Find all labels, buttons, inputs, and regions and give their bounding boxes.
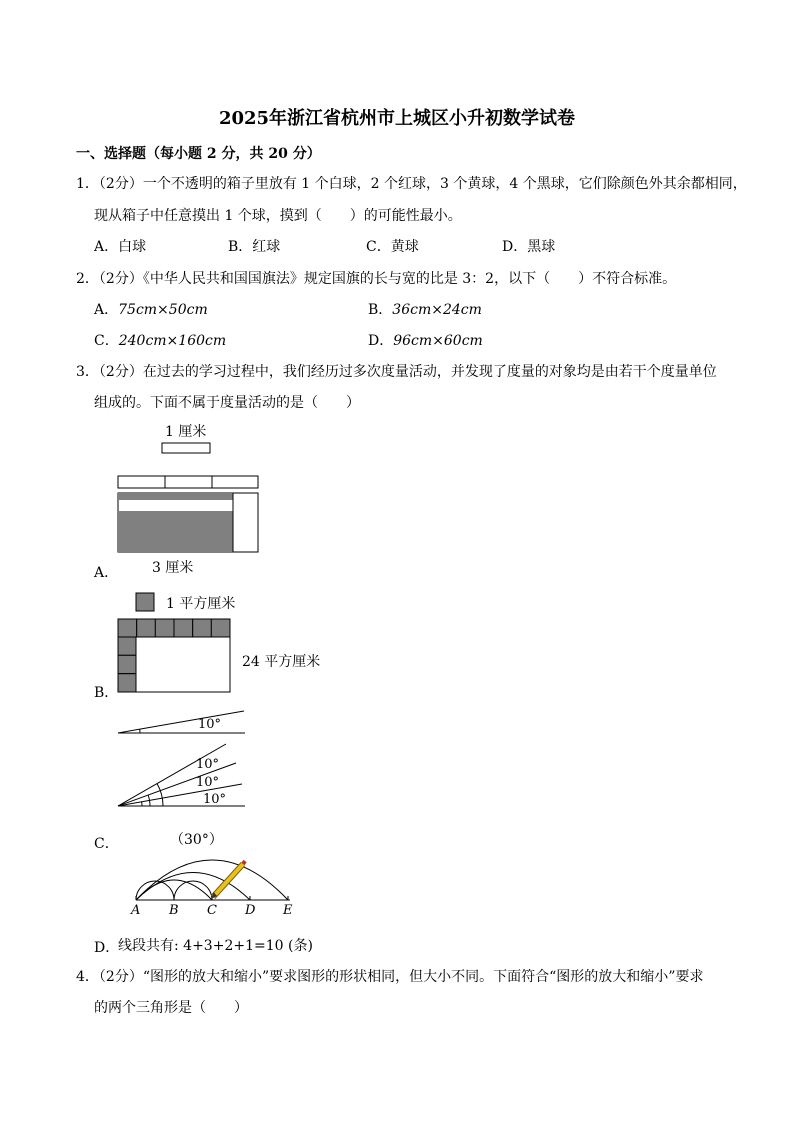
top-squares [118,619,230,637]
fig-a-unit-label: 1 厘米 [165,424,207,440]
section-heading: 一、选择题（每小题 2 分，共 20 分） [76,146,321,162]
q2-option-d: D．96cm×60cm [368,333,483,349]
q1-option-d: D．黑球 [502,239,556,255]
fig-a-option-label: A． [94,565,119,581]
arc-ab [136,881,174,900]
q2-line1: 2．（2分）《中华人民共和国国旗法》规定国旗的长与宽的比是 3：2，以下（ ）不符合标准。 [76,271,677,287]
arc-outer [157,784,163,807]
unit-square [136,593,154,611]
shade-body [118,511,233,552]
q1-line2: 现从箱子中任意摸出 1 个球，摸到（ ）的可能性最小。 [94,208,462,224]
angle-ray [118,711,244,733]
fig-a-length-label: 3 厘米 [152,560,194,576]
three-cm-strip [118,476,258,488]
fig-d-caption: 线段共有: 4+3+2+1=10 (条) [118,938,313,954]
fig-b-area-label: 24 平方厘米 [242,654,321,670]
fig-d-option-label: D． [94,940,120,956]
fig-c-angle-3: 10° [203,792,227,807]
fig-d-point-b: B [169,903,179,918]
fig-d-point-d: D [245,903,256,918]
arc-bc [174,881,212,900]
fig-d-point-a: A [131,903,141,918]
q1-option-c: C．黄球 [366,239,419,255]
q3-line2: 组成的。下面不属于度量活动的是（ ） [94,395,360,411]
q1-line1: 1．（2分）一个不透明的箱子里放有 1 个白球，2 个红球，3 个黄球，4 个黑球，它们除颜色外其余都相同， [76,176,747,192]
figure-a [118,443,258,552]
q1-option-a: A．白球 [94,239,147,255]
q4-line1: 4．（2分）“图形的放大和缩小”要求图形的形状相同，但大小不同。下面符合“图形的放大和缩小”要求 [76,969,704,985]
fig-c-total: （30°） [170,832,223,848]
fig-d-point-c: C [207,903,217,918]
fig-c-angle-1: 10° [196,757,220,772]
pencil [211,861,245,899]
fig-d-point-e: E [283,903,293,918]
fig-b-unit-label: 1 平方厘米 [166,596,236,612]
fig-c-single-angle: 10° [198,717,222,732]
q2-option-a: A．75cm×50cm [94,302,208,318]
q2-option-b: B．36cm×24cm [368,302,482,318]
figure-d [136,860,290,900]
unit-cm-bar [162,443,210,453]
fig-b-option-label: B． [94,685,119,701]
left-squares [118,637,136,692]
q1-option-b: B．红球 [228,239,281,255]
page-title: 2025年浙江省杭州市上城区小升初数学试卷 [218,108,576,129]
shade-top [118,493,233,500]
q2-option-c: C．240cm×160cm [94,333,227,349]
q4-line2: 的两个三角形是（ ） [94,1000,248,1016]
fig-c-angle-2: 10° [196,775,220,790]
fig-c-option-label: C． [94,836,119,852]
q3-line1: 3．（2分）在过去的学习过程中，我们经历过多次度量活动，并发现了度量的对象均是由若干个度量单位 [76,364,717,380]
